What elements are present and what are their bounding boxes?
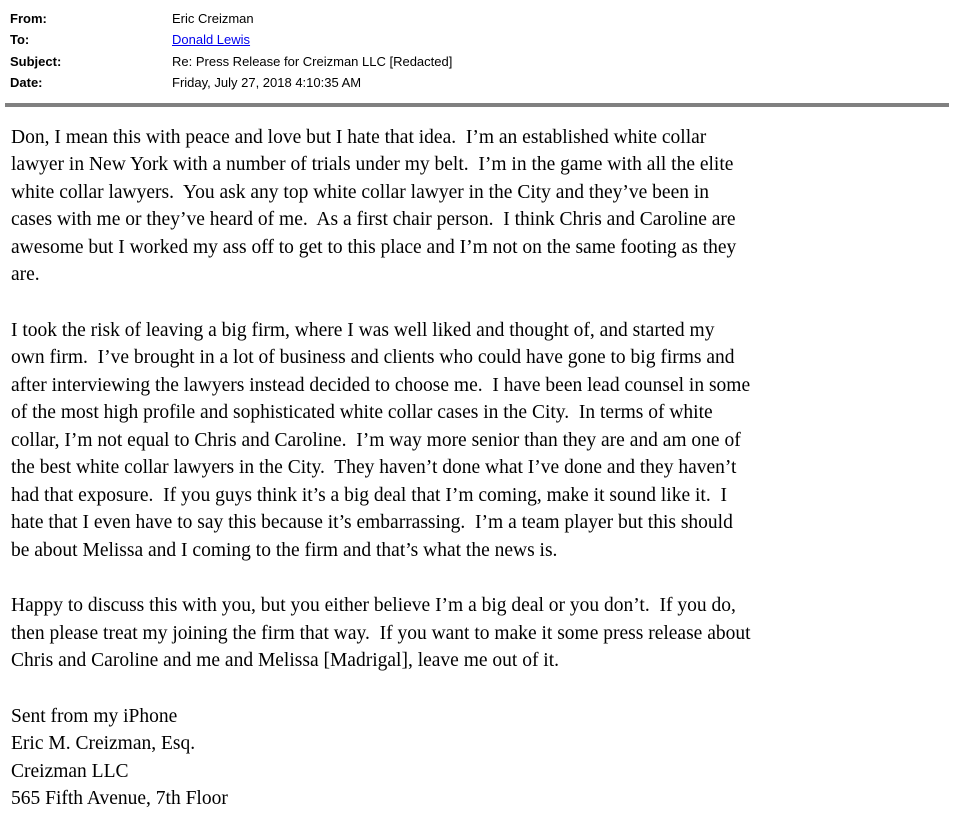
header-row-date	[10, 72, 954, 93]
body-line: own firm. I’ve brought in a lot of business and clients who could have gone to big firms and	[11, 347, 735, 369]
header-row-to	[10, 29, 954, 50]
header-label-subject: Subject:	[10, 53, 62, 69]
email-signature	[11, 703, 948, 813]
body-paragraph-2	[11, 317, 948, 565]
header-row-from	[10, 8, 954, 29]
header-label-to: To:	[10, 32, 30, 48]
email-header	[0, 0, 954, 94]
header-value-subject: Re: Press Release for Creizman LLC [Redacted]	[172, 53, 453, 69]
body-line: cases with me or they’ve heard of me. As a first chair person. I think Chris and Caroline are	[11, 209, 736, 231]
body-paragraph-3	[11, 592, 948, 675]
body-line: collar, I’m not equal to Chris and Caroline. I’m way more senior than they are and am one of	[11, 429, 741, 451]
signature-firm: Creizman LLC	[11, 760, 129, 782]
signature-name: Eric M. Creizman, Esq.	[11, 733, 196, 755]
body-line: lawyer in New York with a number of trials under my belt. I’m in the game with all the elite	[11, 154, 734, 176]
body-line: Don, I mean this with peace and love but I hate that idea. I’m an established white collar	[11, 126, 707, 148]
header-label-date: Date:	[10, 75, 43, 91]
body-line: be about Melissa and I coming to the firm and that’s what the news is.	[11, 539, 558, 561]
signature-address: 565 Fifth Avenue, 7th Floor	[11, 788, 228, 810]
body-line: of the most high profile and sophisticated white collar cases in the City. In terms of white	[11, 402, 713, 424]
recipient-link[interactable]: Donald Lewis	[172, 32, 251, 48]
body-line: the best white collar lawyers in the City. They haven’t done what I’ve done and they haven’t	[11, 457, 737, 479]
body-line: awesome but I worked my ass off to get to this place and I’m not on the same footing as they	[11, 236, 737, 258]
header-value-date: Friday, July 27, 2018 4:10:35 AM	[172, 75, 362, 91]
body-paragraph-1	[11, 124, 948, 289]
body-line: I took the risk of leaving a big firm, where I was well liked and thought of, and started my	[11, 319, 715, 341]
header-label-from: From:	[10, 11, 47, 26]
body-line: after interviewing the lawyers instead decided to choose me. I have been lead counsel in some	[11, 374, 751, 396]
body-line: Chris and Caroline and me and Melissa [Madrigal], leave me out of it.	[11, 650, 560, 672]
email-body	[0, 107, 954, 813]
signature-sent-from: Sent from my iPhone	[11, 705, 178, 727]
body-line: Happy to discuss this with you, but you either believe I’m a big deal or you don’t. If you do,	[11, 595, 736, 617]
body-line: are.	[11, 264, 40, 286]
header-row-subject	[10, 51, 954, 72]
header-value-from: Eric Creizman	[172, 11, 254, 26]
body-line: then please treat my joining the firm that way. If you want to make it some press release about	[11, 622, 751, 644]
body-line: white collar lawyers. You ask any top white collar lawyer in the City and they’ve been in	[11, 181, 710, 203]
body-line: had that exposure. If you guys think it’s a big deal that I’m coming, make it sound like it. I	[11, 484, 727, 506]
body-line: hate that I even have to say this because it’s embarrassing. I’m a team player but this should	[11, 512, 733, 534]
